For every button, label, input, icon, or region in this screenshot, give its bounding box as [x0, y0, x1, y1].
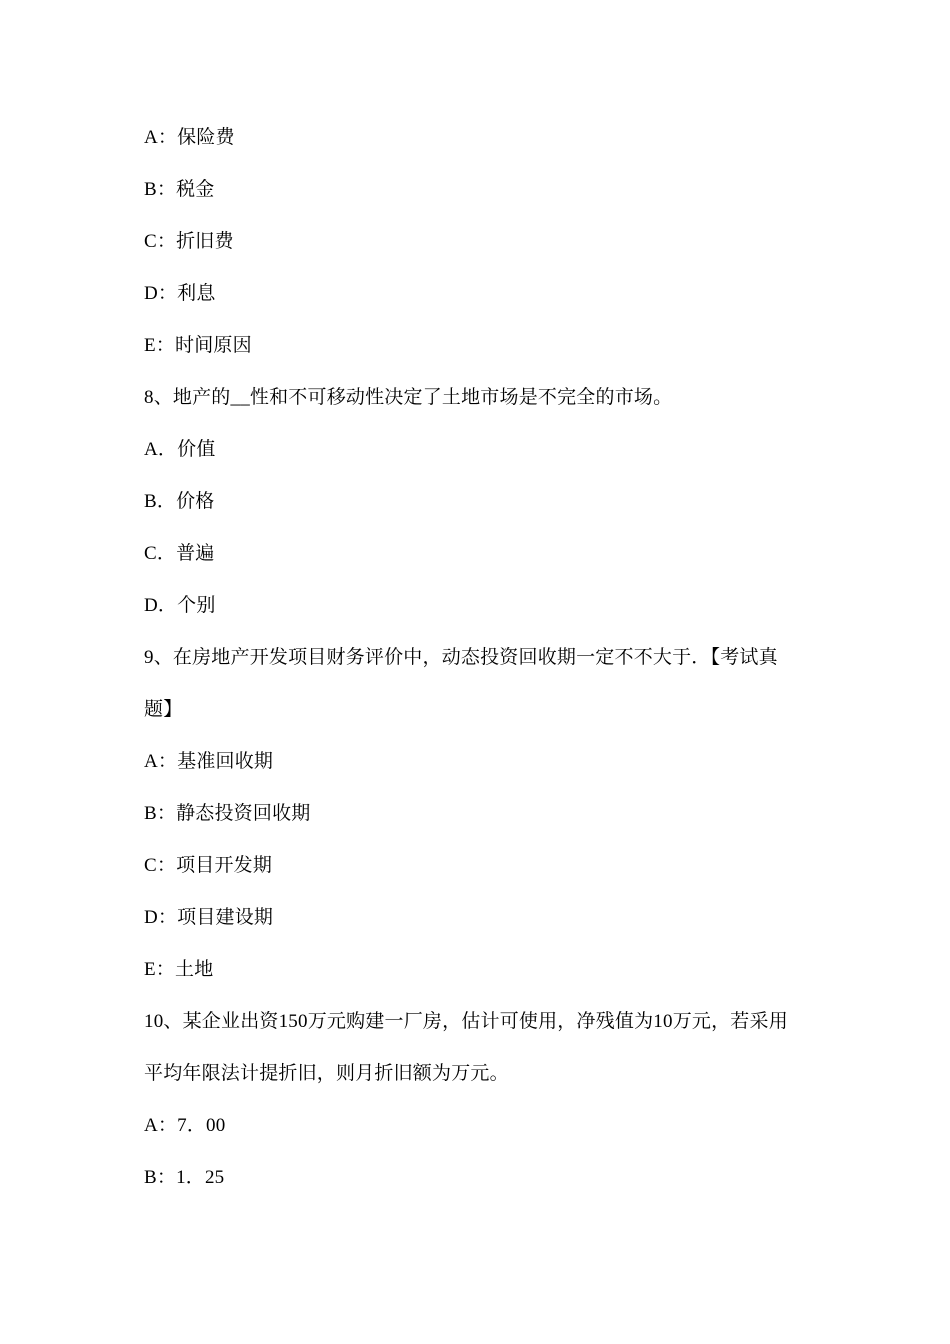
option-e-time: E：时间原因	[144, 335, 252, 356]
question-8: 8、地产的__性和不可移动性决定了土地市场是不完全的市场。	[144, 387, 673, 408]
question-9-line-1: 9、在房地产开发项目财务评价中，动态投资回收期一定不不大于．【考试真	[144, 647, 778, 668]
option-c-depreciation: C：折旧费	[144, 231, 234, 252]
q9-option-e: E：土地	[144, 959, 214, 980]
option-a-insurance: A：保险费	[144, 127, 235, 148]
q9-option-d: D：项目建设期	[144, 907, 274, 928]
q8-option-b: B．价格	[144, 491, 215, 512]
q9-option-c: C：项目开发期	[144, 855, 273, 876]
q10-option-b: B：1．25	[144, 1167, 225, 1188]
question-10-line-1: 10、某企业出资150万元购建一厂房，估计可使用，净残值为10万元，若采用	[144, 1011, 788, 1032]
q9-option-b: B：静态投资回收期	[144, 803, 311, 824]
q8-option-c: C．普遍	[144, 543, 215, 564]
question-9-line-2: 题】	[144, 699, 183, 720]
option-b-tax: B：税金	[144, 179, 215, 200]
q9-option-a: A：基准回收期	[144, 751, 274, 772]
q8-option-a: A．价值	[144, 439, 216, 460]
option-d-interest: D：利息	[144, 283, 216, 304]
q8-option-d: D．个别	[144, 595, 216, 616]
question-10-line-2: 平均年限法计提折旧，则月折旧额为万元。	[144, 1063, 509, 1084]
q10-option-a: A：7．00	[144, 1115, 226, 1136]
